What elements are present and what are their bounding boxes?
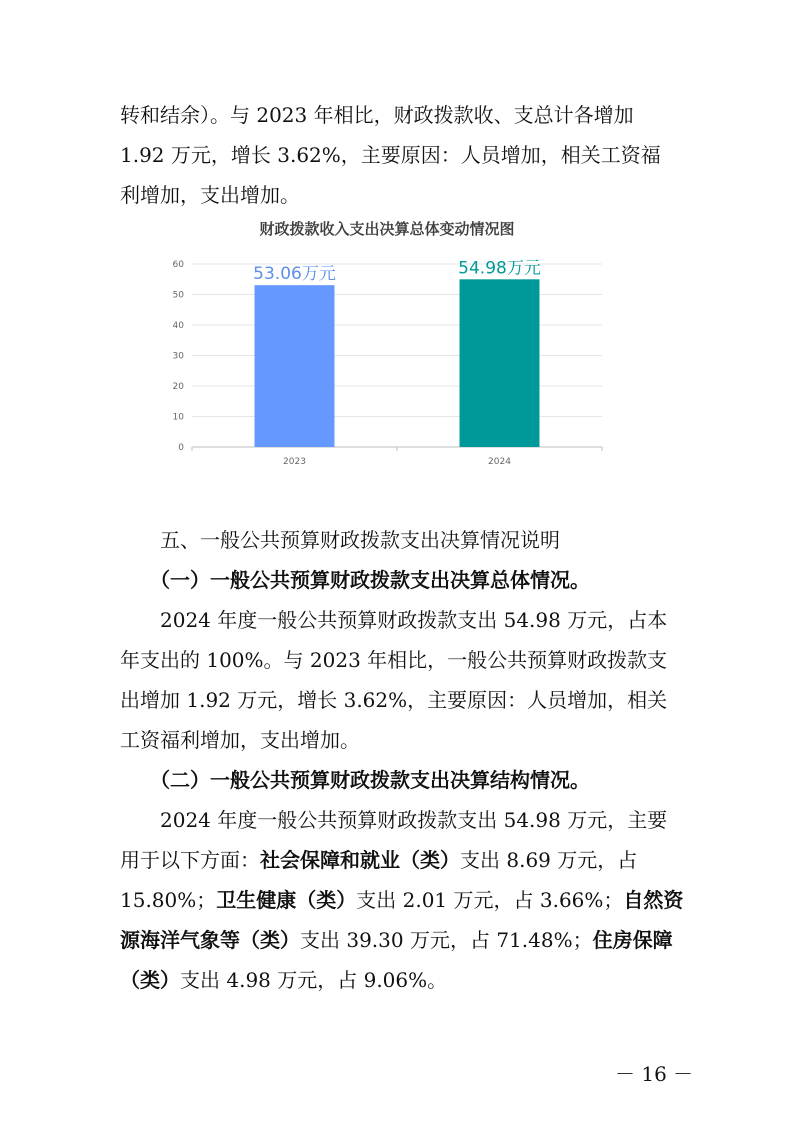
category-housing: 住房保障 (592, 928, 673, 952)
text-run: 支出 8.69 万元，占 (460, 848, 638, 872)
x-tick-label: 2023 (283, 457, 306, 467)
chart-title: 财政拨款收入支出决算总体变动情况图 (259, 220, 515, 238)
text-run: 15.80%； (120, 888, 217, 912)
overall-line: 出增加 1.92 万元，增长 3.62%，主要原因：人员增加，相关 (120, 688, 668, 712)
overall-line: 2024 年度一般公共预算财政拨款支出 54.98 万元，占本 (160, 608, 668, 632)
structure-paragraph (120, 800, 684, 1000)
y-tick-label: 50 (172, 290, 184, 301)
structure-line (120, 920, 680, 960)
overall-line: 工资福利增加，支出增加。 (120, 728, 360, 752)
intro-line: 1.92 万元，增长 3.62%，主要原因：人员增加，相关工资福 (120, 143, 661, 167)
data-label: 54.98万元 (458, 258, 541, 279)
y-tick-label: 0 (178, 443, 184, 453)
data-label: 53.06万元 (253, 264, 336, 285)
text-run: 支出 4.98 万元，占 9.06%。 (180, 968, 448, 992)
structure-line (120, 960, 680, 1000)
structure-line: 2024 年度一般公共预算财政拨款支出 54.98 万元，主要 (160, 808, 668, 832)
overall-paragraph (120, 600, 680, 760)
page-number: － 16 － (615, 1062, 694, 1086)
intro-line: 转和结余）。与 2023 年相比，财政拨款收、支总计各增加 (120, 103, 634, 127)
bar-2024 (460, 279, 540, 447)
text-run: 用于以下方面： (120, 848, 260, 872)
y-tick-label: 30 (172, 351, 184, 362)
y-tick-label: 40 (172, 321, 184, 331)
intro-line: 利增加，支出增加。 (120, 183, 300, 207)
bar-2023 (255, 285, 335, 447)
subsection-heading-1: （一）一般公共预算财政拨款支出决算总体情况。 (150, 568, 590, 592)
category-natural-resources: 自然资 (623, 888, 684, 912)
x-tick-label: 2024 (488, 457, 511, 467)
intro-paragraph (120, 95, 680, 215)
text-run: 支出 39.30 万元，占 71.48%； (300, 928, 593, 952)
structure-line (120, 880, 684, 920)
y-tick-label: 10 (172, 412, 184, 423)
category-natural-resources-cont: 源海洋气象等（类） (120, 928, 300, 952)
y-tick-label: 20 (172, 382, 184, 392)
overall-line: 年支出的 100%。与 2023 年相比，一般公共预算财政拨款支 (120, 648, 668, 672)
y-tick-label: 60 (172, 260, 184, 270)
category-social-security: 社会保障和就业（类） (260, 848, 460, 872)
subsection-heading-2: （二）一般公共预算财政拨款支出决算结构情况。 (150, 768, 590, 792)
section-heading: 五、一般公共预算财政拨款支出决算情况说明 (160, 528, 560, 552)
text-run: 支出 2.01 万元，占 3.66%； (356, 888, 624, 912)
structure-line (120, 840, 680, 880)
bar-chart (160, 212, 610, 472)
category-housing-cont: （类） (120, 968, 180, 992)
category-health: 卫生健康（类） (216, 888, 357, 912)
